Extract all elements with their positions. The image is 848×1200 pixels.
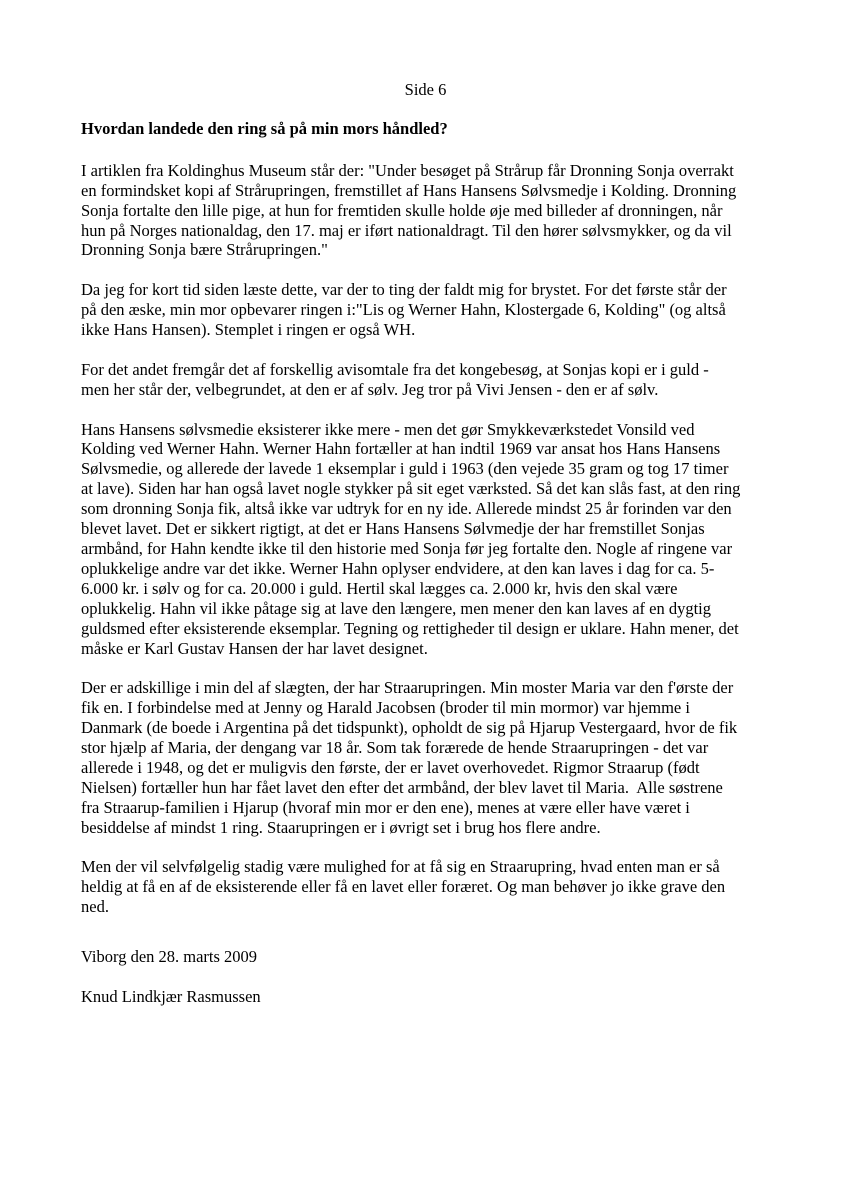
text-line: ned. xyxy=(81,897,109,917)
paragraph xyxy=(81,420,770,659)
text-line: armbånd, for Hahn kendte ikke til den historie med Sonja før jeg fortalte den. Nogle af ringene var xyxy=(81,538,733,558)
text-line: Sonja fortalte den lille pige, at hun for fremtiden skulle holde øje med billeder af dronningen, når xyxy=(81,200,723,220)
text-line: Kolding ved Werner Hahn. Werner Hahn fortæller at han indtil 1969 var ansat hos Hans Hansens xyxy=(81,439,721,459)
text-line: guldsmed efter eksisterende eksemplar. Tegning og rettigheder til design er uklare. Hahn mener, det xyxy=(81,618,739,638)
text-line: 6.000 kr. i sølv og for ca. 20.000 i guld. Hertil skal lægges ca. 2.000 kr, hvis den skal være xyxy=(81,578,678,598)
paragraph xyxy=(81,360,770,400)
paragraph xyxy=(81,857,770,917)
text-line: stor hjælp af Maria, der dengang var 18 år. Som tak forærede de hende Straarupringen - det var xyxy=(81,738,709,758)
text-line: men her står der, velbegrundet, at den er af sølv. Jeg tror på Vivi Jensen - den er af sølv. xyxy=(81,379,659,399)
page-number: Side 6 xyxy=(404,80,447,99)
text-line: Hans Hansens sølvsmedie eksisterer ikke mere - men det gør Smykkeværkstedet Vonsild ved xyxy=(81,419,695,439)
text-line: allerede i 1948, og det er muligvis den første, der er lavet overhovedet. Rigmor Straarup (født xyxy=(81,757,700,777)
date-line: Viborg den 28. marts 2009 xyxy=(81,947,258,967)
text-line: Danmark (de boede i Argentina på det tidspunkt), opholdt de sig på Hjarup Vestergaard, hvor de fik xyxy=(81,718,738,738)
text-line: blevet lavet. Det er sikkert rigtigt, at det er Hans Hansens Sølvmedje der har fremstillet Sonjas xyxy=(81,519,705,539)
text-line: Nielsen) fortæller hun har fået lavet den efter det armbånd, der blev lavet til Maria. Alle søstrene xyxy=(81,777,723,797)
text-line: hun på Norges nationaldag, den 17. maj er iført nationaldragt. Til den hører sølvsmykker, og da vil xyxy=(81,220,732,240)
text-line: I artiklen fra Koldinghus Museum står der: "Under besøget på Strårup får Dronning Sonja overrakt xyxy=(81,160,734,180)
text-line: Der er adskillige i min del af slægten, der har Straarupringen. Min moster Maria var den f'ørste der xyxy=(81,678,734,698)
text-line: fik en. I forbindelse med at Jenny og Harald Jacobsen (broder til min mormor) var hjemme i xyxy=(81,698,690,718)
text-line: måske er Karl Gustav Hansen der har lavet designet. xyxy=(81,638,428,658)
text-line: på den æske, min mor opbevarer ringen i:"Lis og Werner Hahn, Klostergade 6, Kolding" (og altså xyxy=(81,300,726,320)
section-heading: Hvordan landede den ring så på min mors håndled? xyxy=(81,118,448,138)
text-line: fra Straarup-familien i Hjarup (hvoraf min mor er den ene), menes at være eller have været i xyxy=(81,797,690,817)
text-line: ikke Hans Hansen). Stemplet i ringen er også WH. xyxy=(81,320,416,340)
paragraph xyxy=(81,678,770,837)
text-line: Dronning Sonja bære Strårupringen." xyxy=(81,240,328,260)
text-line: en formindsket kopi af Strårupringen, fremstillet af Hans Hansens Sølvsmedje i Kolding. Dronning xyxy=(81,180,737,200)
text-line: oplukkelig. Hahn vil ikke påtage sig at lave den længere, men mener den kan laves af en dygtig xyxy=(81,598,712,618)
text-line: Da jeg for kort tid siden læste dette, var der to ting der faldt mig for brystet. For det første står der xyxy=(81,280,727,300)
text-line: at lave). Siden har han også lavet nogle stykker på sit eget værksted. Så det kan slås fast, at den ring xyxy=(81,479,741,499)
text-line: Sølvsmedie, og allerede der lavede 1 eksemplar i guld i 1963 (den vejede 35 gram og tog 17 timer xyxy=(81,459,729,479)
text-line: som dronning Sonja fik, altså ikke var udtryk for en ny ide. Allerede mindst 25 år forinden var den xyxy=(81,499,732,519)
text-line: For det andet fremgår det af forskellig avisomtale fra det kongebesøg, at Sonjas kopi er i guld - xyxy=(81,359,709,379)
text-line: heldig at få en af de eksisterende eller få en lavet eller foræret. Og man behøver jo ikke grave den xyxy=(81,877,726,897)
text-line: oplukkelige andre var det ikke. Werner Hahn oplyser endvidere, at den kan laves i dag for ca. 5- xyxy=(81,558,715,578)
paragraph xyxy=(81,280,770,340)
text-line: besiddelse af mindst 1 ring. Staarupringen er i øvrigt set i brug hos flere andre. xyxy=(81,817,601,837)
author-signature: Knud Lindkjær Rasmussen xyxy=(81,986,261,1006)
paragraph xyxy=(81,161,770,261)
text-line: Men der vil selvfølgelig stadig være mulighed for at få sig en Straarupring, hvad enten man er så xyxy=(81,857,720,877)
